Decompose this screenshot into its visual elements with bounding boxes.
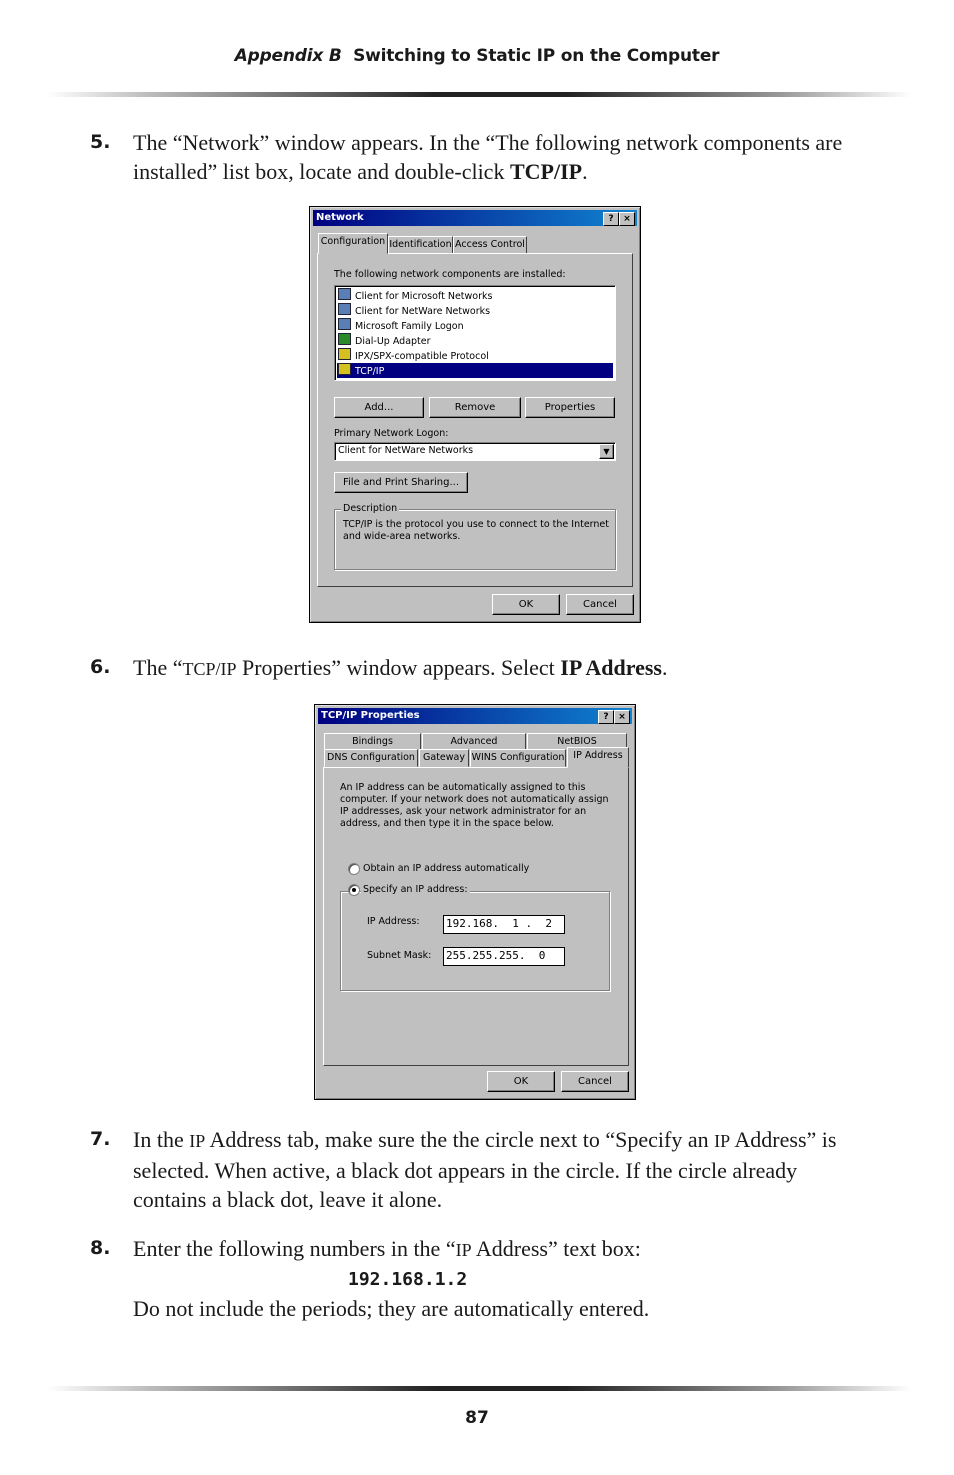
logon-select[interactable] [334,442,616,461]
components-list[interactable] [334,285,616,381]
tab-configuration[interactable]: Configuration [318,233,388,254]
footer-rule [47,1386,911,1391]
description-text: TCP/IP is the protocol you use to connect to the Internet and wide-area networks. [343,519,609,542]
select-value: Client for NetWare Networks [338,445,474,456]
list-item[interactable] [337,318,613,333]
chevron-down-icon[interactable]: ▼ [599,444,614,459]
protocol-icon [338,363,351,375]
ip-address-label: IP Address: [367,916,420,927]
step-7 [90,1125,860,1214]
running-header [0,46,954,66]
radio-obtain-auto[interactable] [348,863,360,875]
add-button[interactable]: Add... [334,397,424,418]
step-text: . [661,655,668,680]
tcpip-properties-dialog [314,704,636,1100]
network-dialog [309,206,641,623]
step-text: In the [133,1127,190,1152]
tab-advanced[interactable]: Advanced [422,733,526,751]
properties-button[interactable]: Properties [525,397,615,418]
tab-dns-configuration[interactable]: DNS Configuration [324,749,418,767]
network-client-icon [338,288,351,300]
list-item[interactable] [337,288,613,303]
small-caps-term: TCP/IP [182,659,237,679]
item-label: Client for NetWare Networks [355,306,491,317]
radio-specify-ip[interactable] [348,884,360,896]
step-text: The “ [133,655,183,680]
help-icon[interactable]: ? [598,710,614,724]
step-number: 8. [90,1237,111,1259]
tab-netbios[interactable]: NetBIOS [527,733,627,751]
tab-gateway[interactable]: Gateway [419,749,469,767]
cancel-button[interactable]: Cancel [566,594,634,615]
header-rule [47,92,911,97]
radio-label: Obtain an IP address automatically [363,863,530,874]
network-client-icon [338,303,351,315]
item-label: IPX/SPX-compatible Protocol [355,351,489,362]
step-text: Do not include the periods; they are automatically entered. [133,1296,650,1321]
tab-wins-configuration[interactable]: WINS Configuration [470,749,566,767]
list-item-selected[interactable] [337,363,613,378]
step-text: Properties” window appears. Select [236,655,561,680]
dialog-title: TCP/IP Properties [321,710,420,721]
components-label: The following network components are installed: [334,269,566,280]
step-number: 7. [90,1128,111,1150]
step-6 [90,653,860,684]
list-item[interactable] [337,333,613,348]
ip-address-input[interactable]: 192.168. 1 . 2 [443,915,565,934]
intro-text: An IP address can be automatically assigned to this computer. If your network does not automatically assign IP addresses, ask your network administrator for an address, and then type it in the space below. [340,782,609,829]
small-caps-term: IP [714,1131,731,1151]
step-number: 6. [90,656,111,678]
small-caps-term: IP [455,1240,472,1260]
item-label: Dial-Up Adapter [355,336,431,347]
dialog-title: Network [316,212,364,223]
item-label: TCP/IP [355,366,385,377]
description-group [334,503,616,570]
network-client-icon [338,318,351,330]
small-caps-term: IP [189,1131,206,1151]
appendix-label: Appendix B [234,46,342,66]
subnet-mask-label: Subnet Mask: [367,950,432,961]
cancel-button[interactable]: Cancel [561,1071,629,1092]
tab-ip-address[interactable]: IP Address [567,747,629,768]
list-item[interactable] [337,348,613,363]
remove-button[interactable]: Remove [429,397,521,418]
group-caption: Description [343,503,398,514]
tab-bindings[interactable]: Bindings [324,733,421,751]
protocol-icon [338,348,351,360]
file-print-sharing-button[interactable]: File and Print Sharing... [334,472,468,493]
list-item[interactable] [337,303,613,318]
help-icon[interactable]: ? [603,212,619,226]
adapter-icon [338,333,351,345]
step-text: . [582,159,588,184]
step-number: 5. [90,131,111,153]
subnet-mask-input[interactable]: 255.255.255. 0 [443,947,565,966]
logon-label: Primary Network Logon: [334,428,449,439]
page-number: 87 [465,1408,489,1428]
ok-button[interactable]: OK [487,1071,555,1092]
item-label: Microsoft Family Logon [355,321,464,332]
item-label: Client for Microsoft Networks [355,291,493,302]
radio-label: Specify an IP address: [363,884,468,895]
step-text: Address” text box: [471,1236,641,1261]
step-8 [90,1234,860,1323]
ip-code: 192.168.1.2 [348,1269,468,1290]
close-icon[interactable]: × [614,710,630,724]
close-icon[interactable]: × [619,212,635,226]
ok-button[interactable]: OK [492,594,560,615]
step-text: Address” is selected. When active, a black dot appears in the circle. If the circle already contains a black dot, leave it alone. [133,1127,837,1212]
bold-term: TCP/IP [509,159,583,184]
title-bar [318,708,632,724]
title-bar [313,210,637,226]
specify-ip-group [340,891,610,991]
bold-term: IP Address [560,655,662,680]
tab-access-control[interactable]: Access Control [453,236,527,254]
step-text: Address tab, make sure the the circle next to “Specify an [205,1127,715,1152]
tab-identification[interactable]: Identification [388,236,453,254]
header-title: Switching to Static IP on the Computer [353,46,720,66]
step-text: The “Network” window appears. In the “The following network components are installed” list box, locate and double-click [133,130,843,184]
step-5 [90,128,860,186]
step-text: Enter the following numbers in the “ [133,1236,456,1261]
